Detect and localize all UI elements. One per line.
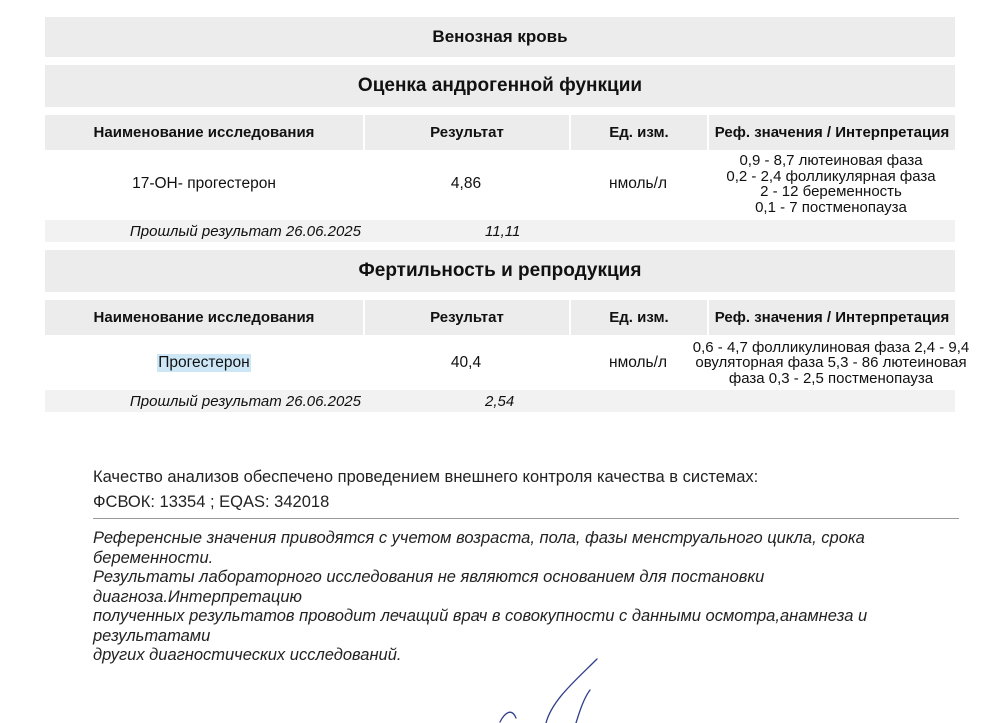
reference-line: фаза 0,3 - 2,5 постменопауза xyxy=(728,369,934,387)
reference-line: 0,9 - 8,7 лютеиновая фаза xyxy=(739,152,923,169)
quality-text: Качество анализов обеспечено проведением внешнего контроля качества в системах: xyxy=(93,468,759,486)
reference-line: 0,1 - 7 постменопауза xyxy=(755,198,907,216)
disclaimer-line: других диагностических исследований. xyxy=(93,646,402,664)
sample-type-header xyxy=(45,17,955,57)
disclaimer-line: Результаты лабораторного исследования не являются основанием для постановки диагноза.Интерпретацию xyxy=(93,568,765,606)
previous-result-value: 2,54 xyxy=(485,392,515,410)
reference-line: 2 - 12 беременность xyxy=(760,183,902,200)
signature-stroke xyxy=(576,690,590,723)
section-title-androgen xyxy=(45,65,955,107)
column-header-ref: Реф. значения / Интерпретация xyxy=(707,115,955,150)
table-header xyxy=(45,300,955,335)
sample-type-label: Венозная кровь xyxy=(432,27,568,46)
signature xyxy=(480,650,620,723)
disclaimer-line: полученных результатов проводит лечащий врач в совокупности с данными осмотра,анамнеза и результатами xyxy=(93,607,868,645)
section-title-text: Фертильность и репродукция xyxy=(358,260,642,281)
previous-result-row xyxy=(45,220,955,242)
table-header xyxy=(45,115,955,150)
section-title-fertility xyxy=(45,250,955,292)
reference-values xyxy=(692,337,970,389)
reference-values xyxy=(707,150,955,218)
table-row xyxy=(45,337,970,389)
column-header-result: Результат xyxy=(363,300,569,335)
previous-result-row xyxy=(45,390,955,412)
test-unit: нмоль/л xyxy=(609,175,667,192)
test-result: 40,4 xyxy=(450,354,482,371)
quality-statement xyxy=(93,465,758,515)
reference-line: 0,6 - 4,7 фолликулиновая фаза 2,4 - 9,4 xyxy=(692,338,970,356)
divider xyxy=(93,518,959,519)
quality-systems: ФСВОК: 13354 ; EQAS: 342018 xyxy=(93,493,330,511)
table-row xyxy=(45,150,955,218)
section-title-text: Оценка андрогенной функции xyxy=(357,75,643,96)
column-header-unit: Ед. изм. xyxy=(569,115,707,150)
test-name: 17-ОН- прогестерон xyxy=(132,175,276,192)
test-unit: нмоль/л xyxy=(609,354,667,371)
column-header-ref: Реф. значения / Интерпретация xyxy=(707,300,955,335)
test-result: 4,86 xyxy=(450,175,482,192)
disclaimer-line: Референсные значения приводятся с учетом возраста, пола, фазы менструального цикла, срока беременности. xyxy=(93,529,865,567)
disclaimer xyxy=(93,529,963,666)
column-header-unit: Ед. изм. xyxy=(569,300,707,335)
previous-result-value: 11,11 xyxy=(485,222,521,240)
reference-line: овуляторная фаза 5,3 - 86 лютеиновая xyxy=(695,354,967,372)
previous-result-label: Прошлый результат 26.06.2025 xyxy=(129,392,361,410)
previous-result-label: Прошлый результат 26.06.2025 xyxy=(129,222,361,240)
test-name-cell xyxy=(45,337,363,389)
reference-line: 0,2 - 2,4 фолликулярная фаза xyxy=(726,167,936,185)
column-header-result: Результат xyxy=(363,115,569,150)
test-name[interactable]: Прогестерон xyxy=(158,354,250,371)
signature-stroke xyxy=(500,712,516,722)
column-header-name: Наименование исследования xyxy=(93,124,315,141)
column-header-name: Наименование исследования xyxy=(93,309,315,326)
